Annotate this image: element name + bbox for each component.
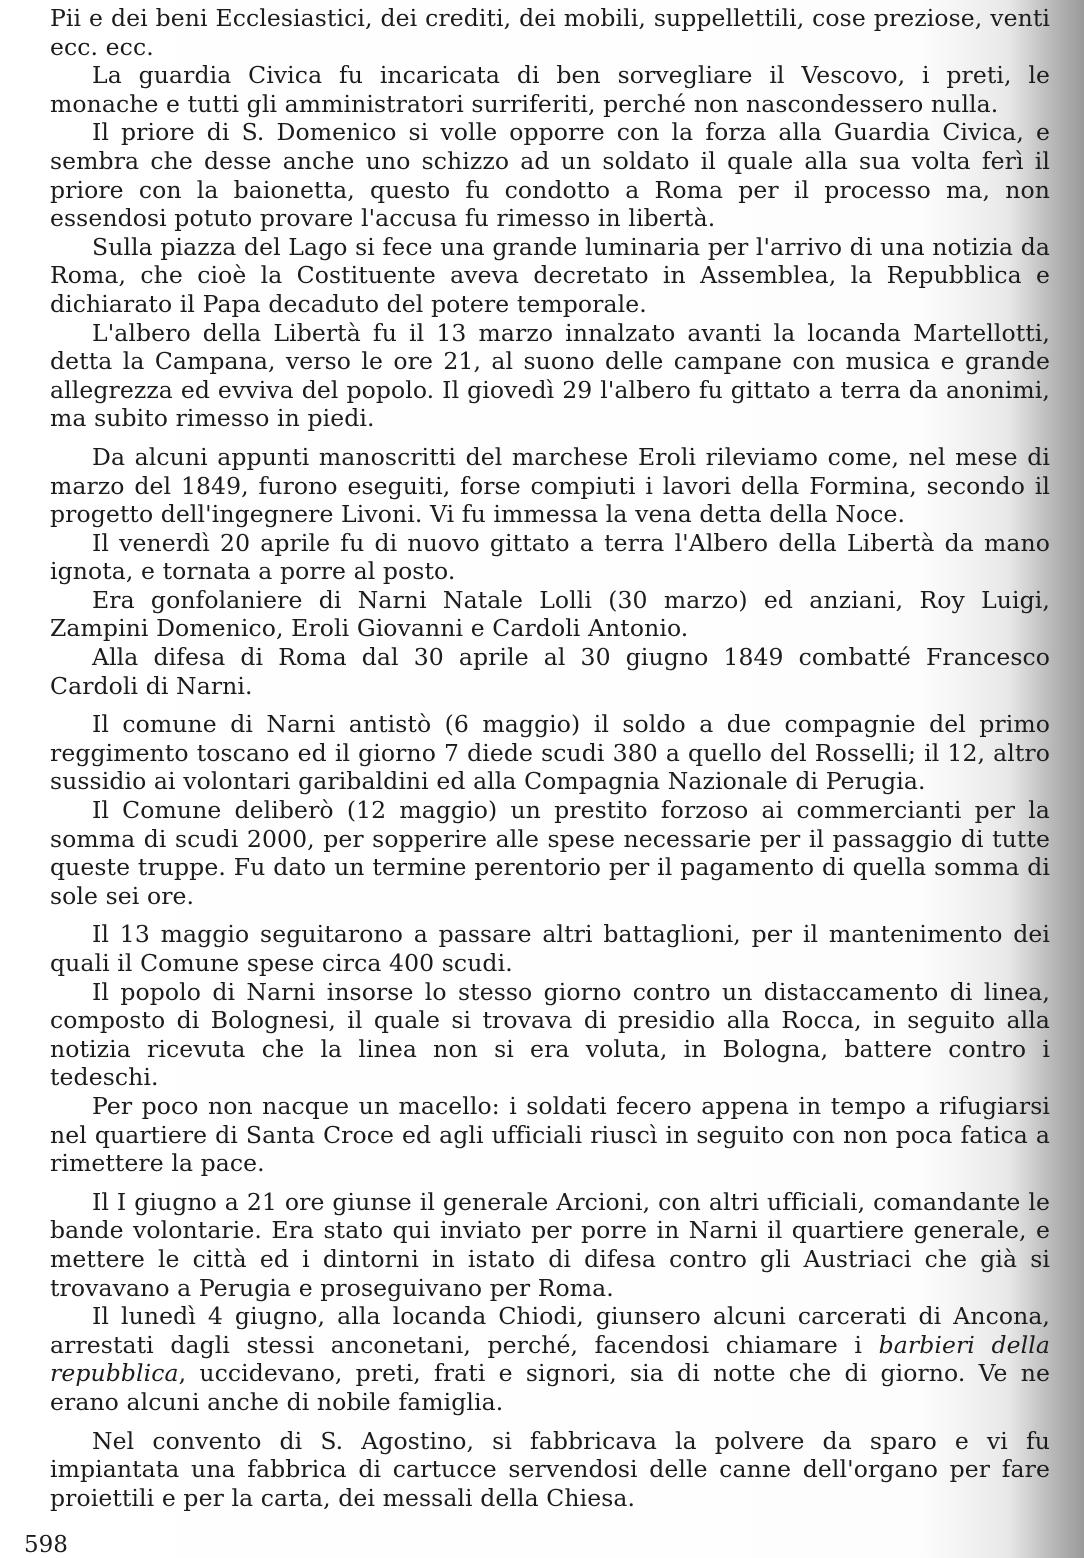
paragraph: Il popolo di Narni insorse lo stesso giorno contro un distaccamento di linea, composto di Bolognesi, il quale si trovava di presidio alla Rocca, in seguito alla notizia ricevuta che la linea non si era voluta, in Bologna, battere contro i tedeschi. [50,977,1050,1092]
paragraph: Il comune di Narni antistò (6 maggio) il soldo a due compagnie del primo reggimento toscano ed il giorno 7 diede scudi 380 a quello del Rosselli; il 12, altro sussidio ai volontari garibaldini ed alla Compagnia Nazionale di Perugia. [50,710,1050,796]
italic-phrase: barbieri della repubblica [50,1330,1050,1388]
paragraph: Il 13 maggio seguitarono a passare altri battaglioni, per il mantenimento dei quali il Comune spese circa 400 scudi. [50,920,1050,977]
paragraph: Per poco non nacque un macello: i soldati fecero appena in tempo a rifugiarsi nel quartiere di Santa Croce ed agli ufficiali riuscì in seguito con non poca fatica a rimettere la pace. [50,1091,1050,1178]
paragraph: Il I giugno a 21 ore giunse il generale Arcioni, con altri ufficiali, comandante le bande volontarie. Era stato qui inviato per porre in Narni il quartiere generale, e mettere le città ed i dintorni in istato di difesa contro gli Austriaci che già si trovavano a Perugia e proseguivano per Roma. [50,1187,1050,1302]
paragraph: Da alcuni appunti manoscritti del marchese Eroli rileviamo come, nel mese di marzo del 1849, furono eseguiti, forse compiuti i lavori della Formina, secondo il progetto dell'ingegnere Livoni. Vi fu immessa la vena detta della Noce. [50,442,1050,529]
paragraph: Il Comune deliberò (12 maggio) un prestito forzoso ai commercianti per la somma di scudi 2000, per sopperire alle spese necessarie per il passaggio di tutte queste truppe. Fu dato un termine perentorio per il pagamento di quella somma di sole sei ore. [50,796,1050,910]
paragraph: Sulla piazza del Lago si fece una grande luminaria per l'arrivo di una notizia da Roma, che cioè la Costituente aveva decretato in Assemblea, la Repubblica e dichiarato il Papa decaduto del potere temporale. [50,232,1050,318]
paragraph: Era gonfolaniere di Narni Natale Lolli (30 marzo) ed anziani, Roy Luigi, Zampini Domenico, Eroli Giovanni e Cardoli Antonio. [50,585,1050,643]
paragraph-text: Il lunedì 4 giugno, alla locanda Chiodi, giunsero alcuni carcerati di Ancona, arrestati dagli stessi anconetani, perché, facendosi chiamare i [50,1302,1050,1359]
paragraph: L'albero della Libertà fu il 13 marzo innalzato avanti la locanda Martellotti, detta la Campana, verso le ore 21, al suono delle campane con musica e grande allegrezza ed evviva del popolo. Il giovedì 29 l'albero fu gittato a terra da anonimi, ma subito rimesso in piedi. [50,318,1050,433]
paragraph: Il priore di S. Domenico si volle opporre con la forza alla Guardia Civica, e sembra che desse anche uno schizzo ad un soldato il quale alla sua volta ferì il priore con la baionetta, questo fu condotto a Roma per il processo ma, non essendosi potuto provare l'accusa fu rimesso in libertà. [50,118,1050,233]
paragraph: Nel convento di S. Agostino, si fabbricava la polvere da sparo e vi fu impiantata una fabbrica di cartucce servendosi delle canne dell'organo per fare proiettili e per la carta, dei messali della Chiesa. [50,1426,1050,1512]
paragraph: La guardia Civica fu incaricata di ben sorvegliare il Vescovo, i preti, le monache e tutti gli amministratori surriferiti, perché non nascondessero nulla. [50,61,1050,118]
page-number: 598 [24,1532,68,1558]
paragraph-text: , uccidevano, preti, frati e signori, sia di notte che di giorno. Ve ne erano alcuni anche di nobile famiglia. [50,1359,1050,1416]
paragraph: Il venerdì 20 aprile fu di nuovo gittato a terra l'Albero della Libertà da mano ignota, e tornata a porre al posto. [50,528,1050,586]
body-text [50,4,1050,1512]
paragraph: Pii e dei beni Ecclesiastici, dei crediti, dei mobili, suppellettili, cose preziose, venti ecc. ecc. [50,4,1050,61]
paragraph [50,1302,1050,1416]
paragraph: Alla difesa di Roma dal 30 aprile al 30 giugno 1849 combatté Francesco Cardoli di Narni. [50,643,1050,700]
